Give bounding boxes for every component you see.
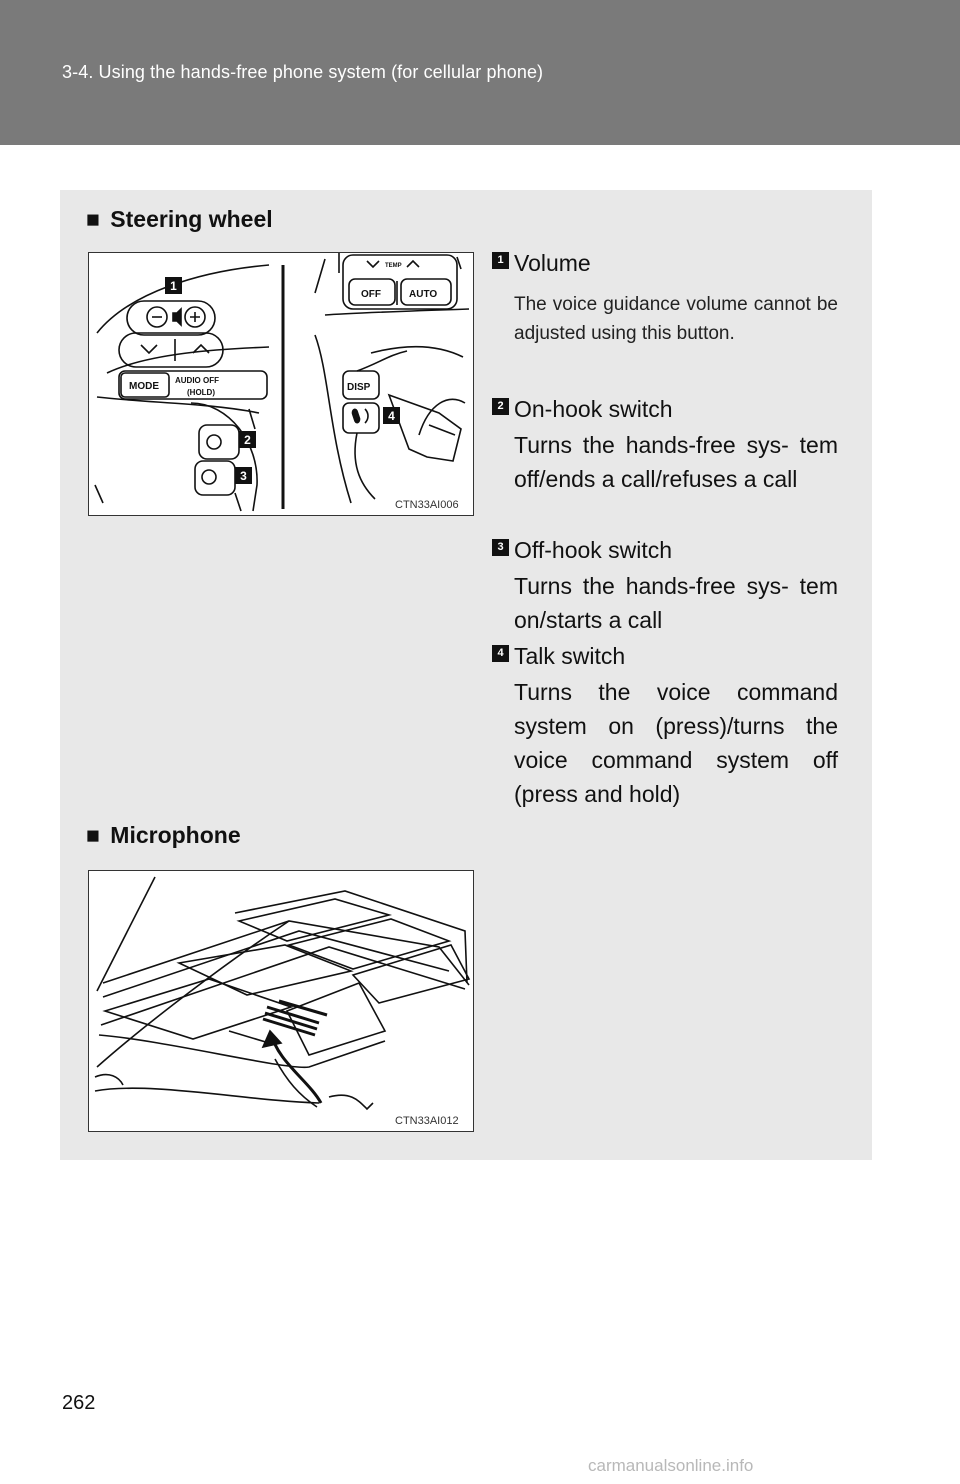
item-volume <box>492 248 838 348</box>
section-heading-microphone <box>86 822 241 849</box>
section-title: Steering wheel <box>110 206 273 232</box>
callout-2-number: 2 <box>244 433 251 447</box>
mode-label: MODE <box>129 381 159 392</box>
page-header <box>0 0 960 145</box>
microphone-illustration <box>89 871 473 1131</box>
item-badge: 1 <box>492 252 509 269</box>
auto-label: AUTO <box>409 289 438 300</box>
callout-4-number: 4 <box>388 409 395 423</box>
item-title: On-hook switch <box>514 396 673 422</box>
microphone-figure <box>88 870 474 1132</box>
item-desc: Turns the hands-free sys- tem on/starts a call <box>514 573 838 633</box>
temp-label: TEMP <box>385 263 402 269</box>
item-on-hook-switch <box>492 394 838 496</box>
steering-wheel-figure <box>88 252 474 516</box>
callout-3-number: 3 <box>240 469 247 483</box>
callout-1-number: 1 <box>170 279 177 293</box>
item-title: Talk switch <box>514 643 626 669</box>
section-title: Microphone <box>110 822 241 848</box>
page-number: 262 <box>62 1392 96 1414</box>
section-heading-steering-wheel <box>86 206 273 233</box>
watermark: carmanualsonline.info <box>588 1456 754 1475</box>
item-badge: 3 <box>492 539 509 556</box>
steering-wheel-illustration <box>89 253 473 515</box>
off-label: OFF <box>361 289 381 300</box>
figure-code: CTN33AI006 <box>395 499 459 511</box>
item-title: Off-hook switch <box>514 537 673 563</box>
item-badge: 4 <box>492 645 509 662</box>
section-marker: ■ <box>86 822 100 848</box>
hold-label: (HOLD) <box>187 388 215 397</box>
item-title: Volume <box>514 250 591 276</box>
item-note: The voice guidance volume cannot be adjusted using this button. <box>514 294 838 344</box>
item-desc: Turns the hands-free sys- tem off/ends a call/refuses a call <box>514 432 838 492</box>
header-title: 3-4. Using the hands-free phone system (for cellular phone) <box>62 62 544 82</box>
item-off-hook-switch <box>492 535 838 637</box>
section-marker: ■ <box>86 206 100 232</box>
item-badge: 2 <box>492 398 509 415</box>
audio-off-label: AUDIO OFF <box>175 376 219 385</box>
disp-label: DISP <box>347 382 371 393</box>
item-desc: Turns the voice command system on (press)/turns the voice command system off (press and hold) <box>514 679 838 807</box>
figure-code: CTN33AI012 <box>395 1115 459 1127</box>
item-talk-switch <box>492 641 838 811</box>
